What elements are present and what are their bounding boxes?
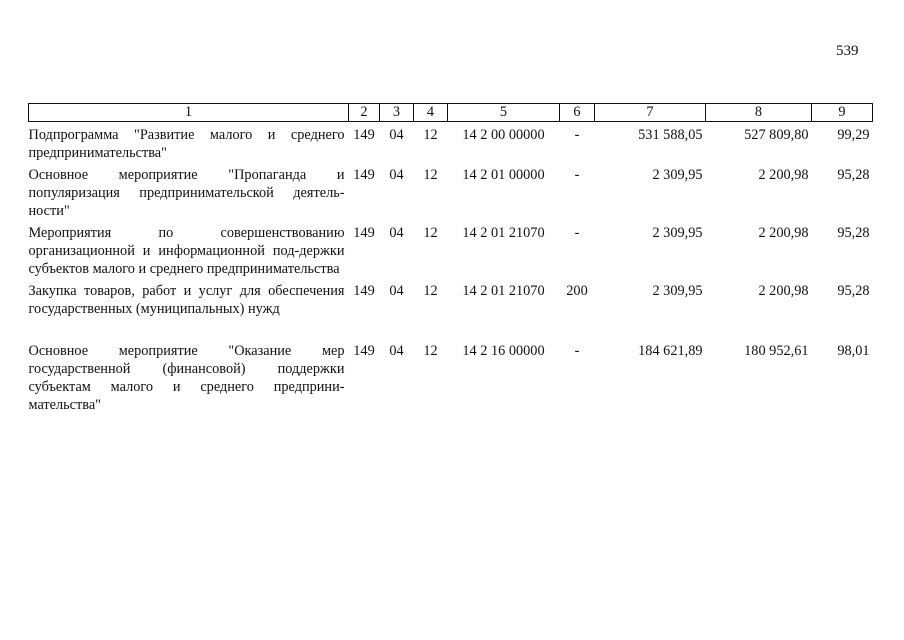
row-col-7: 2 309,95 bbox=[652, 225, 703, 241]
row-col-9: 95,28 bbox=[837, 225, 870, 241]
row-col-2: 149 bbox=[353, 225, 375, 241]
row-col-5: 14 2 16 00000 bbox=[462, 343, 545, 359]
row-col-2: 149 bbox=[353, 127, 375, 143]
header-col-3: 3 bbox=[380, 104, 414, 122]
row-col-5: 14 2 01 00000 bbox=[462, 167, 545, 183]
row-col-9: 95,28 bbox=[837, 167, 870, 183]
row-col-5: 14 2 01 21070 bbox=[462, 283, 545, 299]
table-row bbox=[29, 162, 873, 220]
row-col-7: 531 588,05 bbox=[638, 127, 703, 143]
row-col-5: 14 2 01 21070 bbox=[462, 225, 545, 241]
row-name: Основное мероприятие "Пропаганда и популяризация предпринимательской деятель-ности" bbox=[28, 167, 345, 219]
row-col-8: 527 809,80 bbox=[744, 127, 809, 143]
row-col-3: 04 bbox=[389, 343, 404, 359]
row-col-2: 149 bbox=[353, 343, 375, 359]
row-col-9: 99,29 bbox=[837, 127, 870, 143]
row-col-4: 12 bbox=[423, 167, 438, 183]
row-col-6: - bbox=[574, 225, 580, 241]
row-col-8: 2 200,98 bbox=[758, 167, 809, 183]
row-name: Подпрограмма "Развитие малого и среднего предпринимательства" bbox=[28, 127, 345, 161]
row-col-6: - bbox=[574, 343, 580, 359]
row-name: Основное мероприятие "Оказание мер государственной (финансовой) поддержки субъектам малого и среднего предприни-мательства" bbox=[28, 343, 345, 413]
row-col-3: 04 bbox=[389, 225, 404, 241]
row-col-5: 14 2 00 00000 bbox=[462, 127, 545, 143]
table-row bbox=[29, 338, 873, 414]
row-col-2: 149 bbox=[353, 283, 375, 299]
row-col-8: 2 200,98 bbox=[758, 225, 809, 241]
row-col-6: - bbox=[574, 127, 580, 143]
row-col-9: 98,01 bbox=[837, 343, 870, 359]
header-col-4: 4 bbox=[414, 104, 448, 122]
row-name: Закупка товаров, работ и услуг для обеспечения государственных (муниципальных) нужд bbox=[28, 283, 345, 317]
row-col-4: 12 bbox=[423, 283, 438, 299]
table-row bbox=[29, 278, 873, 338]
row-col-3: 04 bbox=[389, 127, 404, 143]
row-col-3: 04 bbox=[389, 283, 404, 299]
header-col-5: 5 bbox=[448, 104, 560, 122]
row-col-2: 149 bbox=[353, 167, 375, 183]
row-col-9: 95,28 bbox=[837, 283, 870, 299]
row-col-7: 2 309,95 bbox=[652, 167, 703, 183]
header-col-1: 1 bbox=[29, 104, 349, 122]
row-col-7: 184 621,89 bbox=[638, 343, 703, 359]
row-col-4: 12 bbox=[423, 127, 438, 143]
header-col-6: 6 bbox=[560, 104, 595, 122]
header-col-7: 7 bbox=[595, 104, 706, 122]
header-row bbox=[29, 104, 873, 122]
page-number: 539 bbox=[836, 43, 859, 59]
budget-table bbox=[28, 103, 873, 414]
row-col-4: 12 bbox=[423, 225, 438, 241]
row-col-7: 2 309,95 bbox=[652, 283, 703, 299]
row-col-4: 12 bbox=[423, 343, 438, 359]
table-row bbox=[29, 220, 873, 278]
row-col-6: - bbox=[574, 167, 580, 183]
header-col-9: 9 bbox=[812, 104, 873, 122]
header-col-2: 2 bbox=[349, 104, 380, 122]
row-name: Мероприятия по совершенствованию организационной и информационной под-держки субъектов малого и среднего предпринимательства bbox=[28, 225, 345, 277]
row-col-6: 200 bbox=[566, 283, 588, 299]
table-row bbox=[29, 122, 873, 163]
row-col-8: 180 952,61 bbox=[744, 343, 809, 359]
header-col-8: 8 bbox=[706, 104, 812, 122]
row-col-8: 2 200,98 bbox=[758, 283, 809, 299]
row-col-3: 04 bbox=[389, 167, 404, 183]
